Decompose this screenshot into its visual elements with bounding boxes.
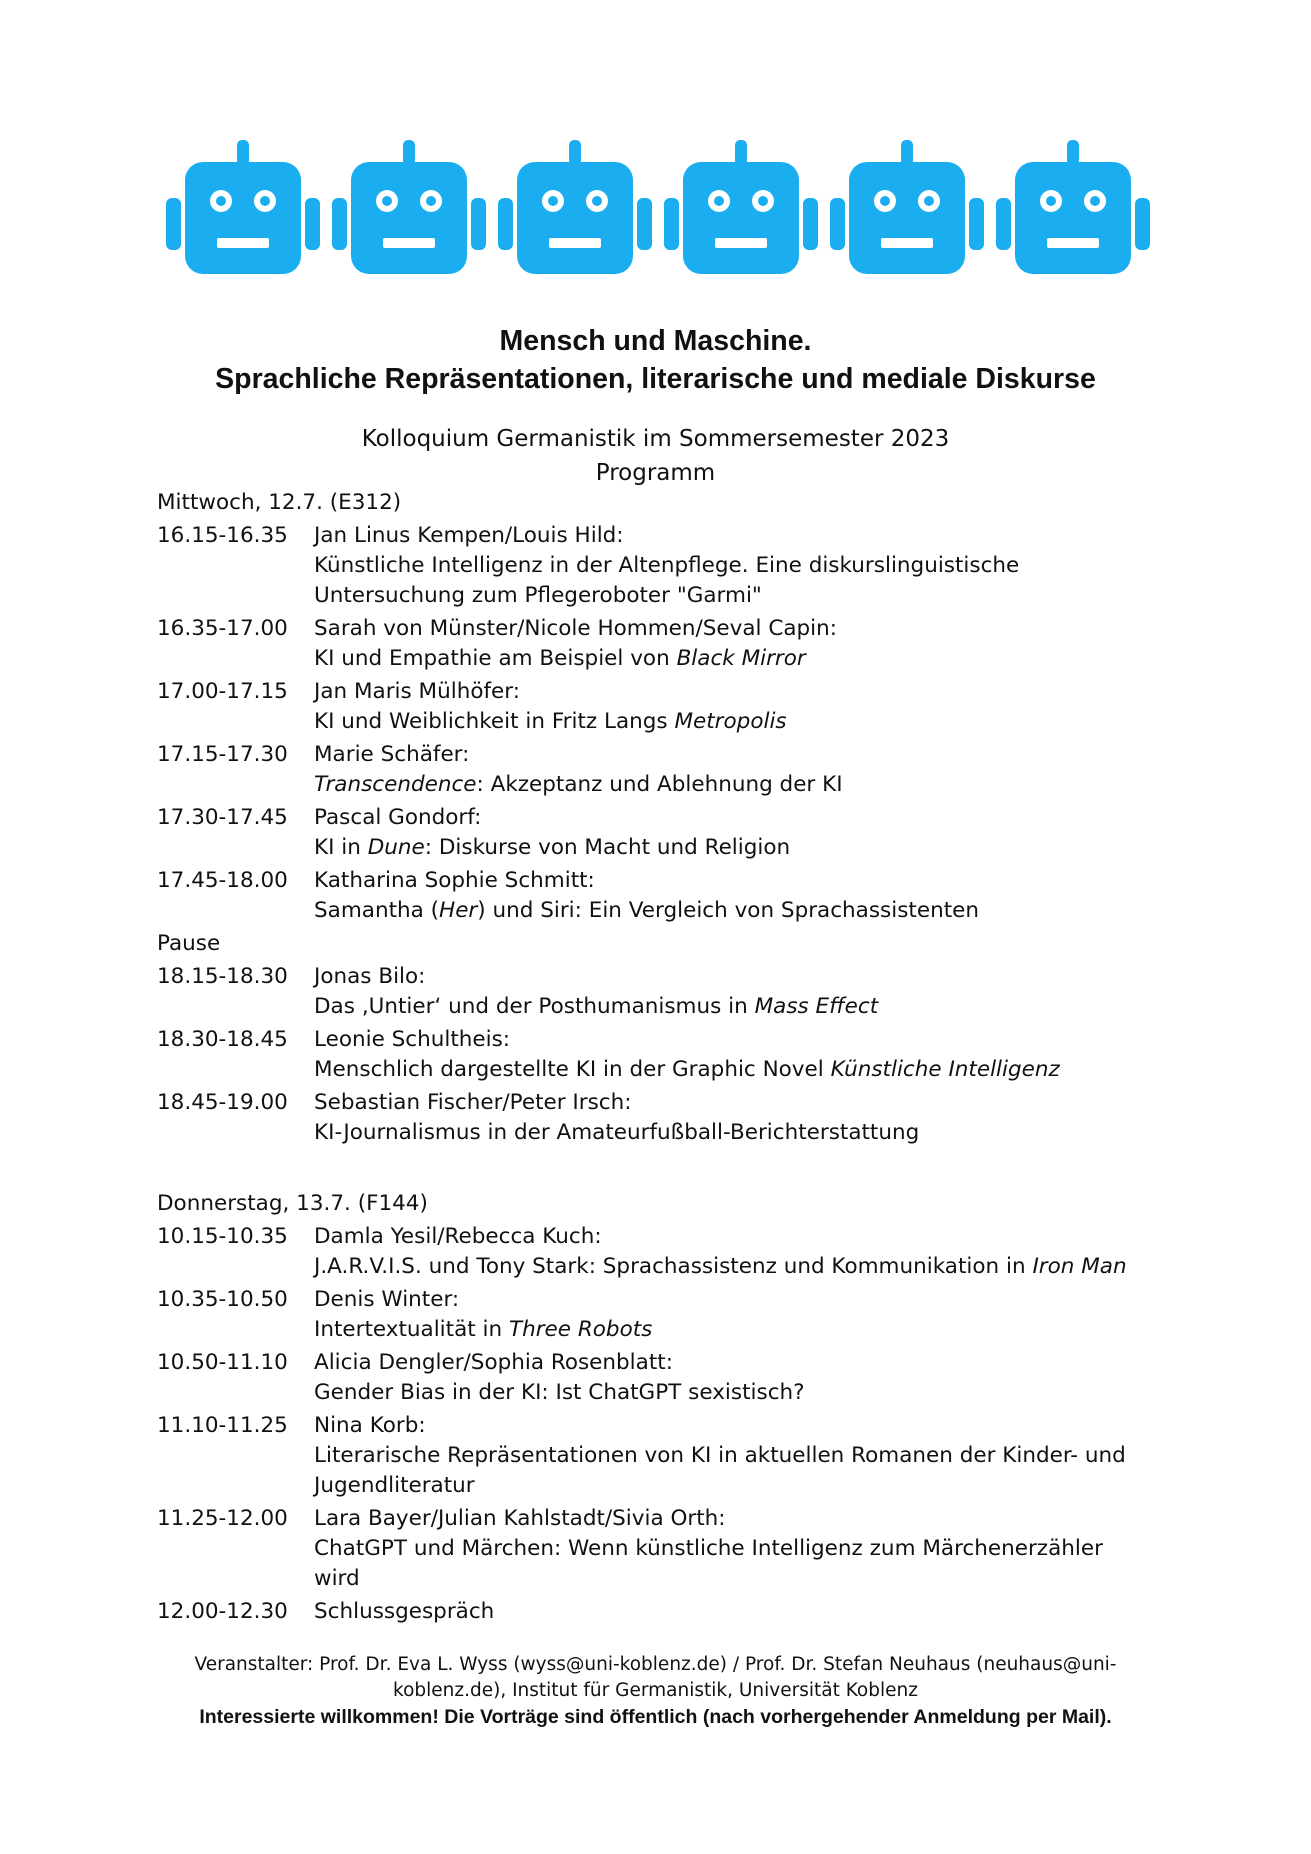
- topic-text: : Diskurse von Macht und Religion: [424, 835, 791, 860]
- pause-label: Pause: [157, 931, 221, 956]
- robot-icon: [495, 140, 655, 276]
- entry-speaker: Denis Winter:: [314, 1287, 460, 1312]
- entry-topic: [314, 992, 1167, 1022]
- entry-time: 18.30-18.45: [157, 1027, 288, 1052]
- entry-time: 18.45-19.00: [157, 1090, 288, 1115]
- entry-topic: [314, 896, 1167, 926]
- entry-speaker: Marie Schäfer:: [314, 742, 470, 767]
- entry-talk: [314, 1411, 1167, 1501]
- entry-topic: KI-Journalismus in der Amateurfußball-Berichterstattung: [314, 1120, 920, 1145]
- program-label: Programm: [595, 460, 716, 486]
- entry-time: 17.30-17.45: [157, 805, 288, 830]
- entry-topic: [314, 707, 1167, 737]
- entry-time: 10.35-10.50: [157, 1287, 288, 1312]
- entry-speaker: Sarah von Münster/Nicole Hommen/Seval Capin:: [314, 616, 838, 641]
- entry-speaker: Jan Linus Kempen/Louis Hild:: [314, 523, 624, 548]
- entry-time: 12.00-12.30: [157, 1599, 288, 1624]
- topic-text: KI und Weiblichkeit in Fritz Langs: [314, 709, 675, 734]
- entry-time: 10.15-10.35: [157, 1224, 288, 1249]
- entry-topic: [314, 644, 1167, 674]
- entry-talk: [314, 1088, 1167, 1148]
- entry-speaker: Jonas Bilo:: [314, 964, 426, 989]
- topic-text: Menschlich dargestellte KI in der Graphic Novel: [314, 1057, 831, 1082]
- entry-topic: Literarische Repräsentationen von KI in aktuellen Romanen der Kinder- und: [314, 1443, 1126, 1468]
- entry-speaker: Alicia Dengler/Sophia Rosenblatt:: [314, 1350, 673, 1375]
- entry-speaker: Jan Maris Mülhöfer:: [314, 679, 520, 704]
- entry-topic: Untersuchung zum Pflegeroboter "Garmi": [314, 583, 762, 608]
- robot-icon: [993, 140, 1153, 276]
- title-line-2: Sprachliche Repräsentationen, literarische und mediale Diskurse: [215, 363, 1096, 395]
- topic-text: KI und Empathie am Beispiel von: [314, 646, 677, 671]
- entry-topic: Gender Bias in der KI: Ist ChatGPT sexistisch?: [314, 1380, 805, 1405]
- entry-topic: ChatGPT und Märchen: Wenn künstliche Intelligenz zum Märchenerzähler: [314, 1536, 1103, 1561]
- entry-time: 18.15-18.30: [157, 964, 288, 989]
- entry-topic: Künstliche Intelligenz in der Altenpflege. Eine diskurslinguistische: [314, 553, 1020, 578]
- entry-topic: [314, 1252, 1167, 1282]
- entry-speaker: Damla Yesil/Rebecca Kuch:: [314, 1224, 602, 1249]
- organizer-line: koblenz.de), Institut für Germanistik, Universität Koblenz: [393, 1680, 918, 1701]
- day-heading: Donnerstag, 13.7. (F144): [157, 1191, 428, 1216]
- entry-time: 16.35-17.00: [157, 616, 288, 641]
- entry-talk: [314, 803, 1167, 863]
- entry-talk: [314, 1348, 1167, 1408]
- entry-time: 11.25-12.00: [157, 1506, 288, 1531]
- work-title: Metropolis: [674, 709, 787, 734]
- entry-time: 10.50-11.10: [157, 1350, 288, 1375]
- robot-icon: [329, 140, 489, 276]
- day-heading: Mittwoch, 12.7. (E312): [157, 490, 402, 515]
- entry-topic: [314, 1315, 1167, 1345]
- entry-topic: Jugendliteratur: [314, 1473, 475, 1498]
- entry-talk: [314, 614, 1167, 674]
- entry-speaker: Sebastian Fischer/Peter Irsch:: [314, 1090, 632, 1115]
- entry-talk: [314, 1597, 1167, 1627]
- entry-speaker: Schlussgespräch: [314, 1599, 495, 1624]
- entry-talk: [314, 677, 1167, 737]
- work-title: Mass Effect: [754, 994, 879, 1019]
- topic-text: Das ‚Untier‘ und der Posthumanismus in: [314, 994, 755, 1019]
- entry-talk: [314, 740, 1167, 800]
- topic-text: : Akzeptanz und Ablehnung der KI: [476, 772, 843, 797]
- schedule-entry: [157, 677, 1167, 737]
- schedule-entry: [157, 866, 1167, 926]
- organizer-line: Veranstalter: Prof. Dr. Eva L. Wyss (wyss@uni-koblenz.de) / Prof. Dr. Stefan Neuhaus (neuhaus@uni-: [194, 1654, 1117, 1675]
- entry-speaker: Leonie Schultheis:: [314, 1027, 511, 1052]
- topic-text: ) und Siri: Ein Vergleich von Sprachassistenten: [477, 898, 979, 923]
- schedule-entry: [157, 1088, 1167, 1148]
- schedule: [157, 488, 1167, 1630]
- entry-time: 17.15-17.30: [157, 742, 288, 767]
- entry-topic: wird: [314, 1566, 360, 1591]
- work-title: Black Mirror: [676, 646, 806, 671]
- entry-time: 17.45-18.00: [157, 868, 288, 893]
- entry-talk: [314, 1504, 1167, 1594]
- entry-time: 17.00-17.15: [157, 679, 288, 704]
- entry-talk: [314, 866, 1167, 926]
- schedule-entry: [157, 1025, 1167, 1085]
- entry-speaker: Lara Bayer/Julian Kahlstadt/Sivia Orth:: [314, 1506, 726, 1531]
- entry-speaker: Pascal Gondorf:: [314, 805, 482, 830]
- work-title: Dune: [367, 835, 425, 860]
- schedule-entry: [157, 1504, 1167, 1594]
- robot-icon: [163, 140, 323, 276]
- work-title: Three Robots: [508, 1317, 653, 1342]
- robot-icon: [661, 140, 821, 276]
- schedule-entry: [157, 1411, 1167, 1501]
- entry-topic: [314, 833, 1167, 863]
- subtitle: Kolloquium Germanistik im Sommersemester 2023: [361, 426, 950, 452]
- schedule-entry: [157, 1348, 1167, 1408]
- topic-text: J.A.R.V.I.S. und Tony Stark: Sprachassistenz und Kommunikation in: [314, 1254, 1033, 1279]
- entry-speaker: Nina Korb:: [314, 1413, 426, 1438]
- entry-time: 11.10-11.25: [157, 1413, 288, 1438]
- title-line-1: Mensch und Maschine.: [499, 325, 812, 357]
- work-title: Künstliche Intelligenz: [830, 1057, 1060, 1082]
- entry-talk: [314, 1285, 1167, 1345]
- entry-talk: [314, 1025, 1167, 1085]
- entry-talk: [314, 962, 1167, 1022]
- work-title: Transcendence: [314, 772, 477, 797]
- robot-icon-row: [163, 140, 1153, 276]
- entry-talk: [314, 1222, 1167, 1282]
- entry-topic: [314, 770, 1167, 800]
- schedule-entry: [157, 740, 1167, 800]
- work-title: Iron Man: [1032, 1254, 1127, 1279]
- public-note: Interessierte willkommen! Die Vorträge sind öffentlich (nach vorhergehender Anmeldung per Mail).: [199, 1706, 1112, 1728]
- schedule-entry: [157, 614, 1167, 674]
- robot-icon: [827, 140, 987, 276]
- schedule-entry: [157, 1222, 1167, 1282]
- topic-text: Intertextualität in: [314, 1317, 509, 1342]
- schedule-entry: [157, 962, 1167, 1022]
- schedule-entry: [157, 521, 1167, 611]
- schedule-entry: [157, 1597, 1167, 1627]
- footer: [0, 1652, 1311, 1730]
- entry-topic: [314, 1055, 1167, 1085]
- topic-text: Samantha (: [314, 898, 440, 923]
- title-block: [0, 322, 1311, 490]
- schedule-entry: [157, 1285, 1167, 1345]
- topic-text: KI in: [314, 835, 368, 860]
- schedule-entry: [157, 803, 1167, 863]
- work-title: Her: [439, 898, 478, 923]
- entry-speaker: Katharina Sophie Schmitt:: [314, 868, 595, 893]
- entry-talk: [314, 521, 1167, 611]
- entry-time: 16.15-16.35: [157, 523, 288, 548]
